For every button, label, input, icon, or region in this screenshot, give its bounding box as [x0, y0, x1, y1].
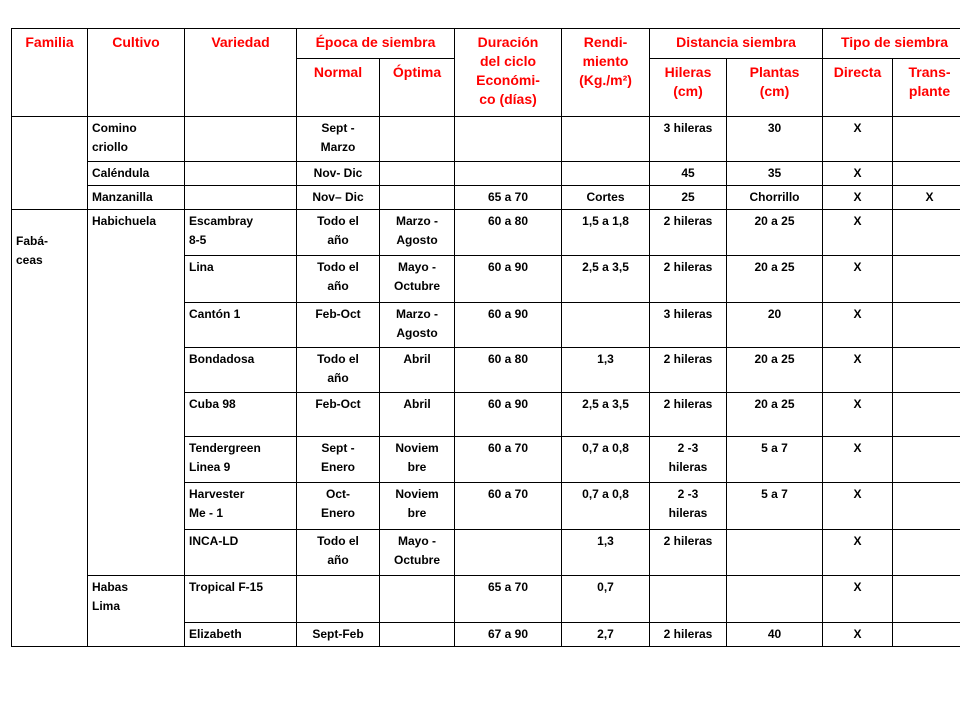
rendimiento-cell: 2,7 [562, 623, 650, 647]
plantas-cell: 20 a 25 [727, 393, 823, 437]
rendimiento-cell: 0,7 [562, 576, 650, 623]
optima-cell: Noviem bre [380, 437, 455, 483]
plantas-cell: 20 a 25 [727, 348, 823, 393]
duracion-cell: 60 a 70 [455, 483, 562, 530]
variedad-cell [185, 162, 297, 186]
variedad-cell: Bondadosa [185, 348, 297, 393]
optima-cell [380, 186, 455, 210]
variedad-cell: Lina [185, 256, 297, 303]
variedad-cell: Tropical F-15 [185, 576, 297, 623]
header-normal: Normal [297, 59, 380, 117]
duracion-cell: 65 a 70 [455, 186, 562, 210]
trasplante-cell [893, 210, 960, 256]
trasplante-cell [893, 483, 960, 530]
familia-cell: Fabá- ceas [12, 210, 88, 647]
optima-cell: Abril [380, 393, 455, 437]
plantas-cell: 40 [727, 623, 823, 647]
trasplante-cell [893, 437, 960, 483]
duracion-cell [455, 117, 562, 162]
crop-table [11, 28, 960, 647]
header-rendimiento: Rendi- miento (Kg./m²) [562, 29, 650, 117]
normal-cell [297, 576, 380, 623]
hileras-cell: 25 [650, 186, 727, 210]
rendimiento-cell [562, 303, 650, 348]
hileras-cell: 2 -3 hileras [650, 437, 727, 483]
header-trasplante: Trans- plante [893, 59, 960, 117]
plantas-cell [727, 576, 823, 623]
trasplante-cell [893, 530, 960, 576]
cultivo-cell: Habichuela [88, 210, 185, 576]
variedad-cell: INCA-LD [185, 530, 297, 576]
directa-cell: X [823, 210, 893, 256]
hileras-cell: 3 hileras [650, 303, 727, 348]
optima-cell [380, 576, 455, 623]
header-directa: Directa [823, 59, 893, 117]
header-hileras: Hileras (cm) [650, 59, 727, 117]
normal-cell: Todo el año [297, 210, 380, 256]
plantas-cell: 5 a 7 [727, 483, 823, 530]
directa-cell: X [823, 303, 893, 348]
plantas-cell [727, 530, 823, 576]
header-distancia: Distancia siembra [650, 29, 823, 59]
optima-cell: Noviem bre [380, 483, 455, 530]
duracion-cell: 60 a 70 [455, 437, 562, 483]
directa-cell: X [823, 576, 893, 623]
plantas-cell: 35 [727, 162, 823, 186]
variedad-cell: Elizabeth [185, 623, 297, 647]
trasplante-cell [893, 623, 960, 647]
directa-cell: X [823, 186, 893, 210]
directa-cell: X [823, 623, 893, 647]
variedad-cell: Tendergreen Linea 9 [185, 437, 297, 483]
directa-cell: X [823, 256, 893, 303]
header-tipo: Tipo de siembra [823, 29, 960, 59]
trasplante-cell [893, 303, 960, 348]
optima-cell: Marzo - Agosto [380, 303, 455, 348]
table-row [12, 576, 960, 623]
plantas-cell: 5 a 7 [727, 437, 823, 483]
duracion-cell [455, 162, 562, 186]
hileras-cell: 2 hileras [650, 256, 727, 303]
normal-cell: Todo el año [297, 256, 380, 303]
header-optima: Óptima [380, 59, 455, 117]
directa-cell: X [823, 348, 893, 393]
directa-cell: X [823, 117, 893, 162]
hileras-cell: 2 hileras [650, 530, 727, 576]
trasplante-cell [893, 348, 960, 393]
variedad-cell: Cantón 1 [185, 303, 297, 348]
cultivo-cell: Comino criollo [88, 117, 185, 162]
optima-cell [380, 117, 455, 162]
header-epoca: Época de siembra [297, 29, 455, 59]
duracion-cell: 60 a 90 [455, 303, 562, 348]
variedad-cell [185, 117, 297, 162]
trasplante-cell: X [893, 186, 960, 210]
directa-cell: X [823, 530, 893, 576]
normal-cell: Todo el año [297, 530, 380, 576]
normal-cell: Nov- Dic [297, 162, 380, 186]
normal-cell: Feb-Oct [297, 393, 380, 437]
duracion-cell: 60 a 90 [455, 256, 562, 303]
table-row [12, 117, 960, 162]
hileras-cell: 2 hileras [650, 348, 727, 393]
header-familia: Familia [12, 29, 88, 117]
duracion-cell: 67 a 90 [455, 623, 562, 647]
table-row [12, 210, 960, 256]
trasplante-cell [893, 256, 960, 303]
hileras-cell: 3 hileras [650, 117, 727, 162]
duracion-cell: 60 a 90 [455, 393, 562, 437]
header-duracion: Duración del ciclo Económi- co (días) [455, 29, 562, 117]
plantas-cell: Chorrillo [727, 186, 823, 210]
plantas-cell: 20 [727, 303, 823, 348]
hileras-cell: 2 -3 hileras [650, 483, 727, 530]
header-row-1 [12, 29, 960, 59]
variedad-cell: Cuba 98 [185, 393, 297, 437]
optima-cell: Mayo - Octubre [380, 256, 455, 303]
rendimiento-cell: Cortes [562, 186, 650, 210]
rendimiento-cell: 1,3 [562, 530, 650, 576]
optima-cell [380, 623, 455, 647]
optima-cell: Marzo - Agosto [380, 210, 455, 256]
rendimiento-cell [562, 117, 650, 162]
rendimiento-cell [562, 162, 650, 186]
header-plantas: Plantas (cm) [727, 59, 823, 117]
directa-cell: X [823, 393, 893, 437]
variedad-cell: Harvester Me - 1 [185, 483, 297, 530]
trasplante-cell [893, 117, 960, 162]
header-variedad: Variedad [185, 29, 297, 117]
cultivo-cell: Caléndula [88, 162, 185, 186]
cultivo-cell: Habas Lima [88, 576, 185, 647]
normal-cell: Nov– Dic [297, 186, 380, 210]
hileras-cell: 2 hileras [650, 210, 727, 256]
hileras-cell [650, 576, 727, 623]
trasplante-cell [893, 393, 960, 437]
header-cultivo: Cultivo [88, 29, 185, 117]
normal-cell: Oct- Enero [297, 483, 380, 530]
plantas-cell: 30 [727, 117, 823, 162]
rendimiento-cell: 1,3 [562, 348, 650, 393]
normal-cell: Todo el año [297, 348, 380, 393]
trasplante-cell [893, 162, 960, 186]
variedad-cell: Escambray 8-5 [185, 210, 297, 256]
rendimiento-cell: 2,5 a 3,5 [562, 256, 650, 303]
duracion-cell: 60 a 80 [455, 348, 562, 393]
rendimiento-cell: 0,7 a 0,8 [562, 437, 650, 483]
trasplante-cell [893, 576, 960, 623]
duracion-cell: 60 a 80 [455, 210, 562, 256]
hileras-cell: 2 hileras [650, 623, 727, 647]
normal-cell: Sept-Feb [297, 623, 380, 647]
rendimiento-cell: 2,5 a 3,5 [562, 393, 650, 437]
rendimiento-cell: 0,7 a 0,8 [562, 483, 650, 530]
cultivo-cell: Manzanilla [88, 186, 185, 210]
duracion-cell: 65 a 70 [455, 576, 562, 623]
directa-cell: X [823, 437, 893, 483]
normal-cell: Sept - Enero [297, 437, 380, 483]
duracion-cell [455, 530, 562, 576]
optima-cell: Mayo - Octubre [380, 530, 455, 576]
table-row [12, 162, 960, 186]
plantas-cell: 20 a 25 [727, 210, 823, 256]
rendimiento-cell: 1,5 a 1,8 [562, 210, 650, 256]
directa-cell: X [823, 162, 893, 186]
normal-cell: Feb-Oct [297, 303, 380, 348]
optima-cell: Abril [380, 348, 455, 393]
variedad-cell [185, 186, 297, 210]
normal-cell: Sept - Marzo [297, 117, 380, 162]
plantas-cell: 20 a 25 [727, 256, 823, 303]
optima-cell [380, 162, 455, 186]
directa-cell: X [823, 483, 893, 530]
table-row [12, 186, 960, 210]
hileras-cell: 2 hileras [650, 393, 727, 437]
hileras-cell: 45 [650, 162, 727, 186]
familia-cell [12, 117, 88, 210]
